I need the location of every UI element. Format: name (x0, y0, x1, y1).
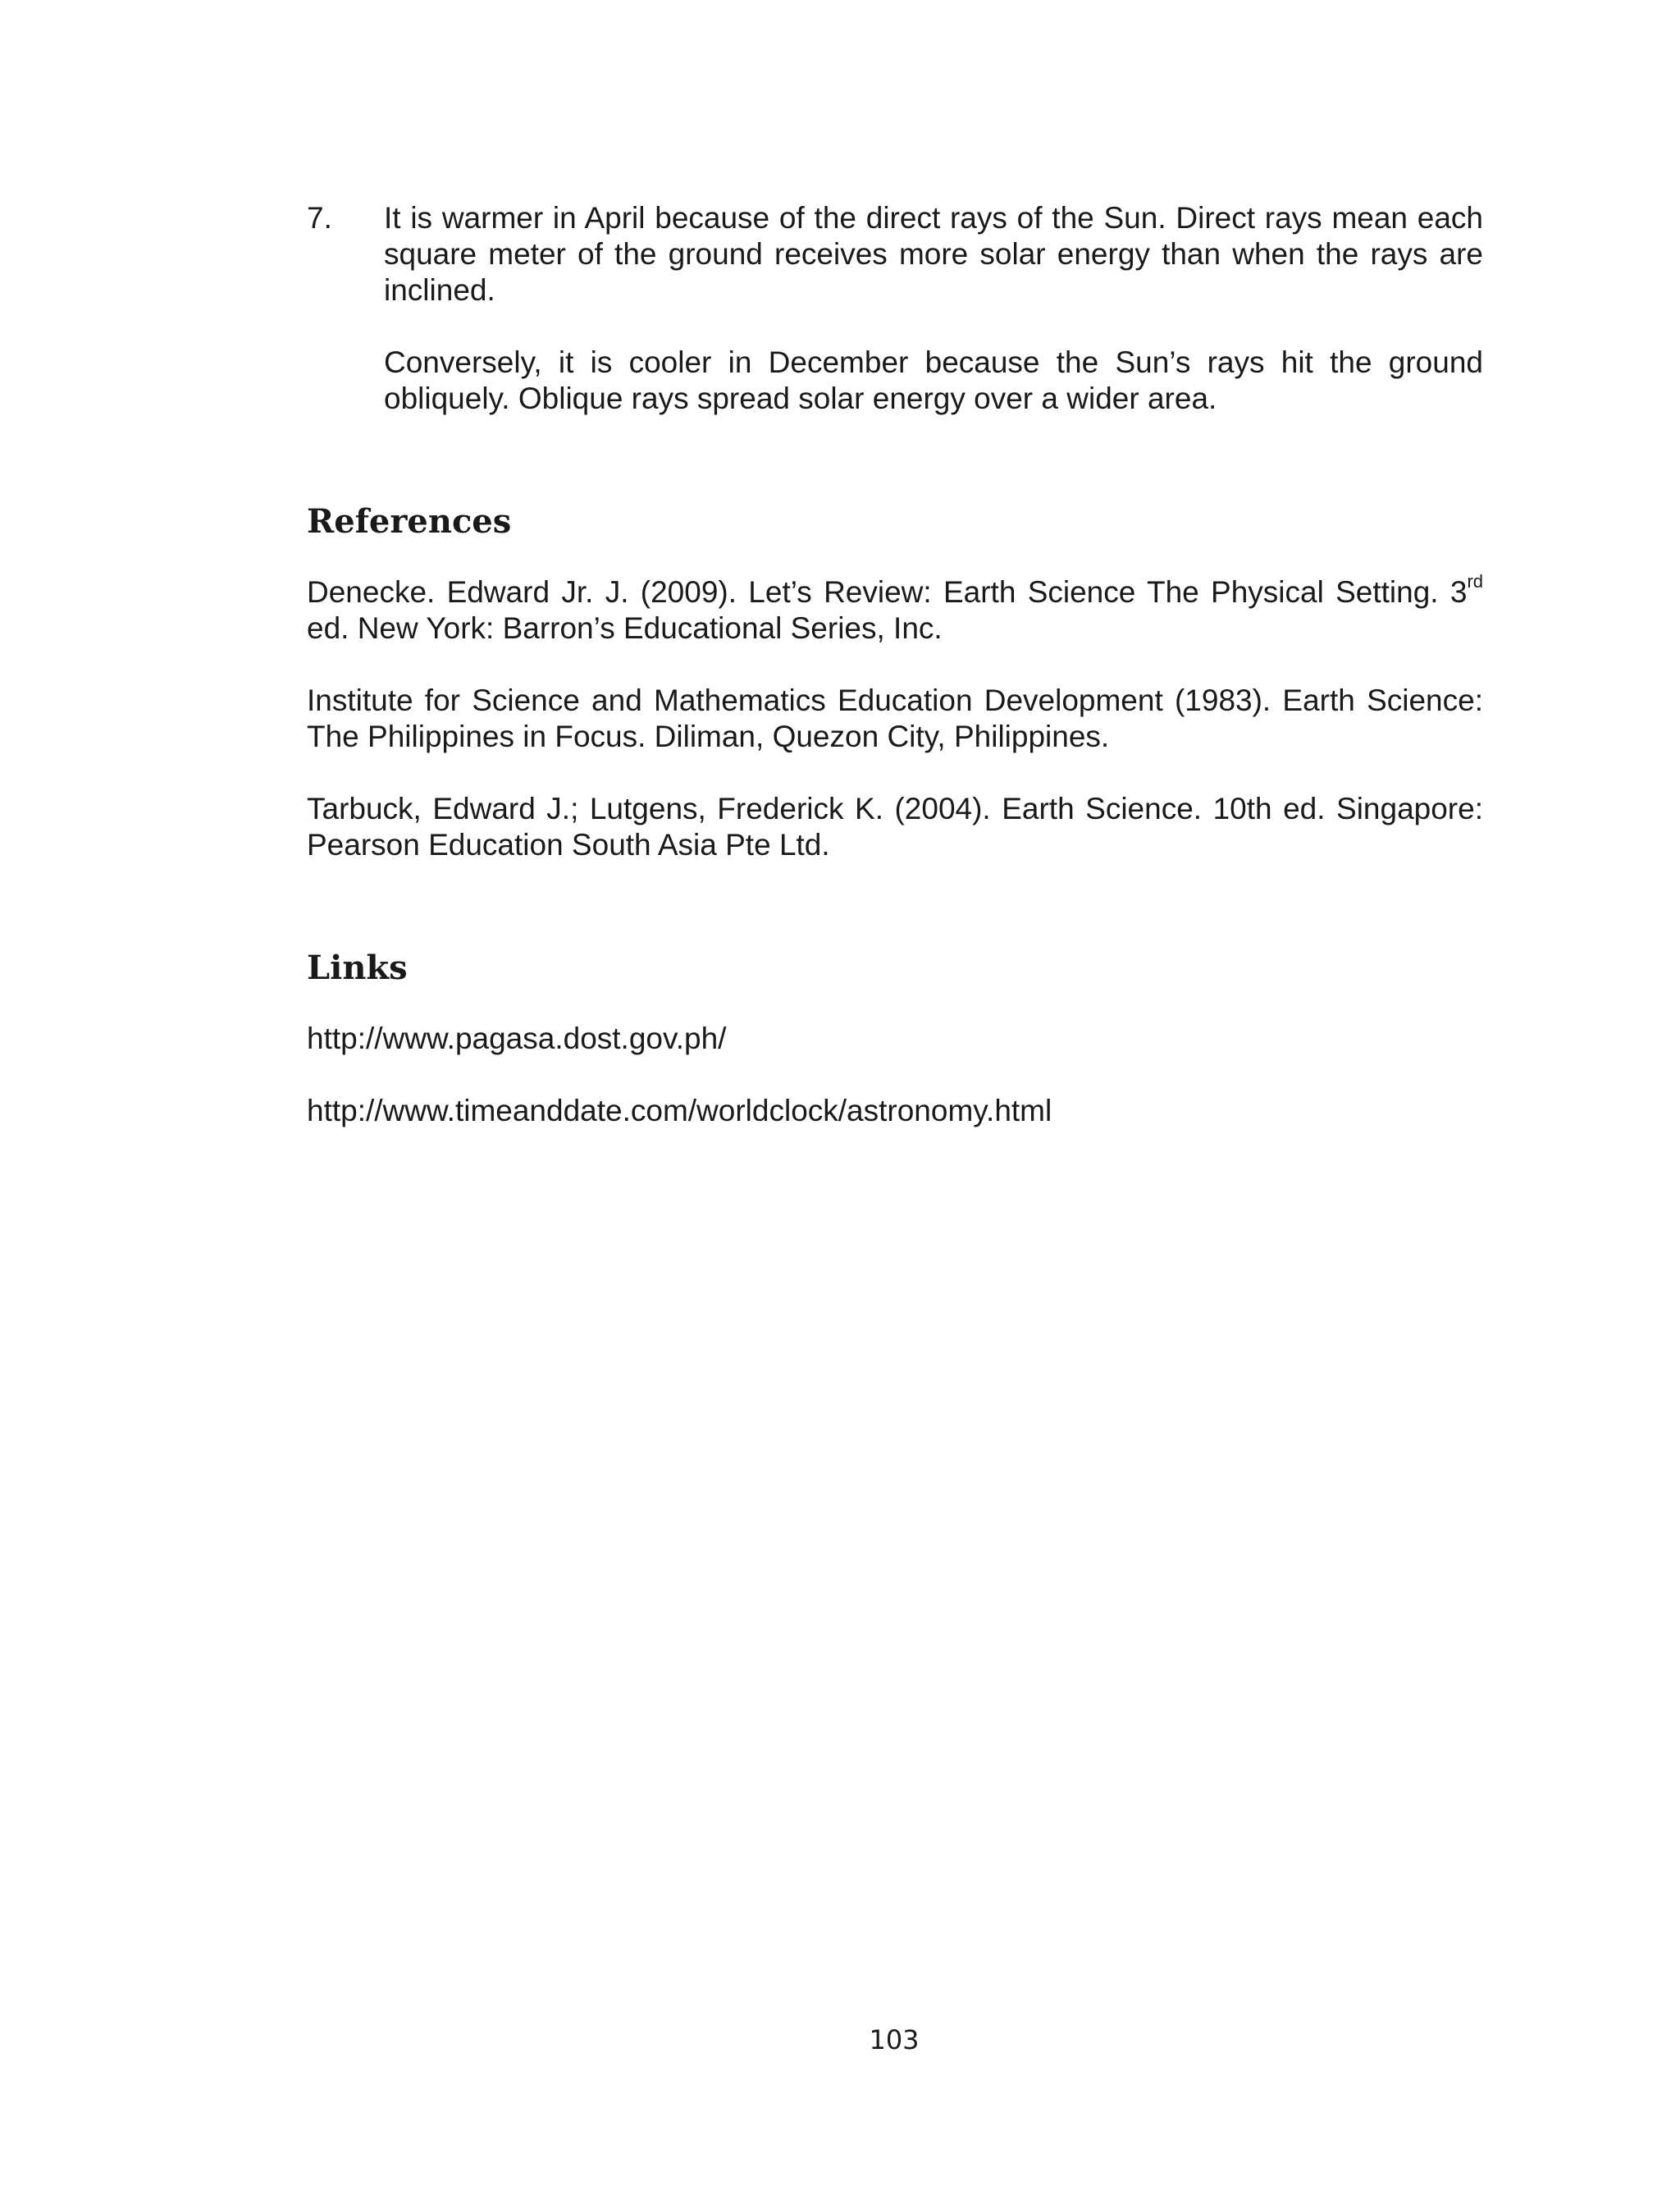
reference-1-superscript: rd (1467, 571, 1483, 592)
answer-number: 7. (307, 201, 332, 235)
reference-1-text-end: ed. New York: Barron’s Educational Series, Inc. (307, 611, 943, 645)
references-heading: References (307, 502, 512, 541)
link-timeanddate[interactable]: http://www.timeanddate.com/worldclock/astronomy.html (307, 1094, 1052, 1127)
reference-entry-3: Tarbuck, Edward J.; Lutgens, Frederick K. (2004). Earth Science. 10th ed. Singapore: Pearson Education South Asia Pte Ltd. (307, 792, 1483, 862)
reference-1-text: Denecke. Edward Jr. J. (2009). Let’s Review: Earth Science The Physical Setting. 3 (307, 575, 1468, 609)
link-pagasa[interactable]: http://www.pagasa.dost.gov.ph/ (307, 1022, 727, 1055)
links-heading: Links (307, 949, 408, 987)
answer-paragraph-1: It is warmer in April because of the direct rays of the Sun. Direct rays mean each square meter of the ground receives more solar energy than when the rays are inclined. (384, 201, 1483, 307)
reference-entry-2: Institute for Science and Mathematics Education Development (1983). Earth Science: The Philippines in Focus. Diliman, Quezon City, Philippines. (307, 684, 1483, 753)
page-content (307, 200, 1483, 1129)
answer-item (307, 200, 1483, 417)
answer-paragraph-2: Conversely, it is cooler in December because the Sun’s rays hit the ground obliquely. Oblique rays spread solar energy over a wider area. (384, 345, 1483, 415)
page-number: 103 (869, 2024, 920, 2055)
reference-entry-1 (307, 571, 1483, 647)
